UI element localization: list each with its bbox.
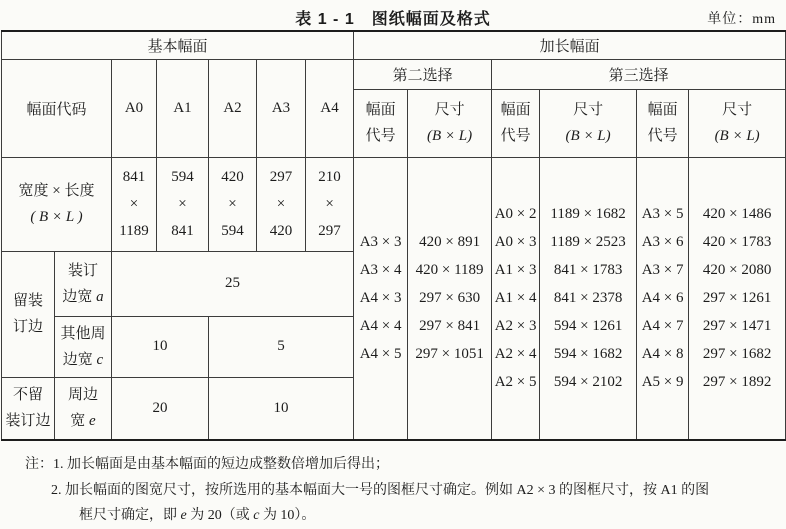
unit-label: 单位：mm — [707, 12, 776, 27]
second-code-subheader: 幅面 代号 — [354, 89, 408, 157]
page-title: 表 1 - 1 图纸幅面及格式 — [295, 11, 491, 28]
third-choice-codes-2: A3 × 5 A3 × 6 A3 × 7 A4 × 6 A4 × 7 A4 × 8 A5 × 9 — [637, 157, 689, 440]
binding-width-value: 25 — [112, 251, 354, 316]
footnotes — [0, 452, 786, 529]
edge-width-value-a0a1: 20 — [112, 377, 209, 440]
code-a0: A0 — [112, 59, 157, 157]
size-a1: 594 × 841 — [157, 157, 209, 251]
third-size-subheader-1: 尺寸 (B × L) — [540, 89, 637, 157]
third-choice-header: 第三选择 — [492, 59, 786, 89]
note-line-2: 2. 加长幅面的图宽尺寸，按所选用的基本幅面大一号的图框尺寸确定。例如 A2 × 3 的图框尺寸，按 A1 的图 — [51, 482, 710, 498]
third-code-subheader-1: 幅面 代号 — [492, 89, 540, 157]
second-size-subheader: 尺寸 (B × L) — [408, 89, 492, 157]
extended-format-header: 加长幅面 — [354, 31, 786, 59]
size-a3: 297 × 420 — [257, 157, 306, 251]
note-line-1: 注：1. 加长幅面是由基本幅面的短边成整数倍增加后得出； — [25, 457, 389, 472]
third-choice-sizes-1: 1189 × 1682 1189 × 2523 841 × 1783 841 × 2378 594 × 1261 594 × 1682 594 × 2102 — [540, 157, 637, 440]
other-margin-value-a0a1: 10 — [112, 316, 209, 377]
note-line-3: 框尺寸确定，即 e 为 20（或 c 为 10）。 — [79, 508, 316, 523]
third-size-subheader-2: 尺寸 (B × L) — [689, 89, 786, 157]
edge-width-value-a2a4: 10 — [209, 377, 354, 440]
size-a4: 210 × 297 — [306, 157, 354, 251]
code-a1: A1 — [157, 59, 209, 157]
format-code-header: 幅面代码 — [2, 59, 112, 157]
second-choice-codes: A3 × 3 A3 × 4 A4 × 3 A4 × 4 A4 × 5 — [354, 157, 408, 440]
other-margin-label: 其他周 边宽 c — [55, 316, 112, 377]
binding-width-label: 装订 边宽 a — [55, 251, 112, 316]
sheet-size-table — [1, 30, 786, 441]
basic-format-header: 基本幅面 — [2, 31, 354, 59]
second-choice-header: 第二选择 — [354, 59, 492, 89]
third-choice-codes-1: A0 × 2 A0 × 3 A1 × 3 A1 × 4 A2 × 3 A2 × 4 A2 × 5 — [492, 157, 540, 440]
width-length-label: 宽度 × 长度 ( B × L ) — [2, 157, 112, 251]
no-binding-margin-label: 不留 装订边 — [2, 377, 55, 440]
code-a3: A3 — [257, 59, 306, 157]
other-margin-value-a2a4: 5 — [209, 316, 354, 377]
size-a0: 841 × 1189 — [112, 157, 157, 251]
code-a4: A4 — [306, 59, 354, 157]
size-a2: 420 × 594 — [209, 157, 257, 251]
with-binding-margin-label: 留装 订边 — [2, 251, 55, 377]
code-a2: A2 — [209, 59, 257, 157]
second-choice-sizes: 420 × 891 420 × 1189 297 × 630 297 × 841 297 × 1051 — [408, 157, 492, 440]
third-choice-sizes-2: 420 × 1486 420 × 1783 420 × 2080 297 × 1261 297 × 1471 297 × 1682 297 × 1892 — [689, 157, 786, 440]
third-code-subheader-2: 幅面 代号 — [637, 89, 689, 157]
edge-width-label: 周边 宽 e — [55, 377, 112, 440]
